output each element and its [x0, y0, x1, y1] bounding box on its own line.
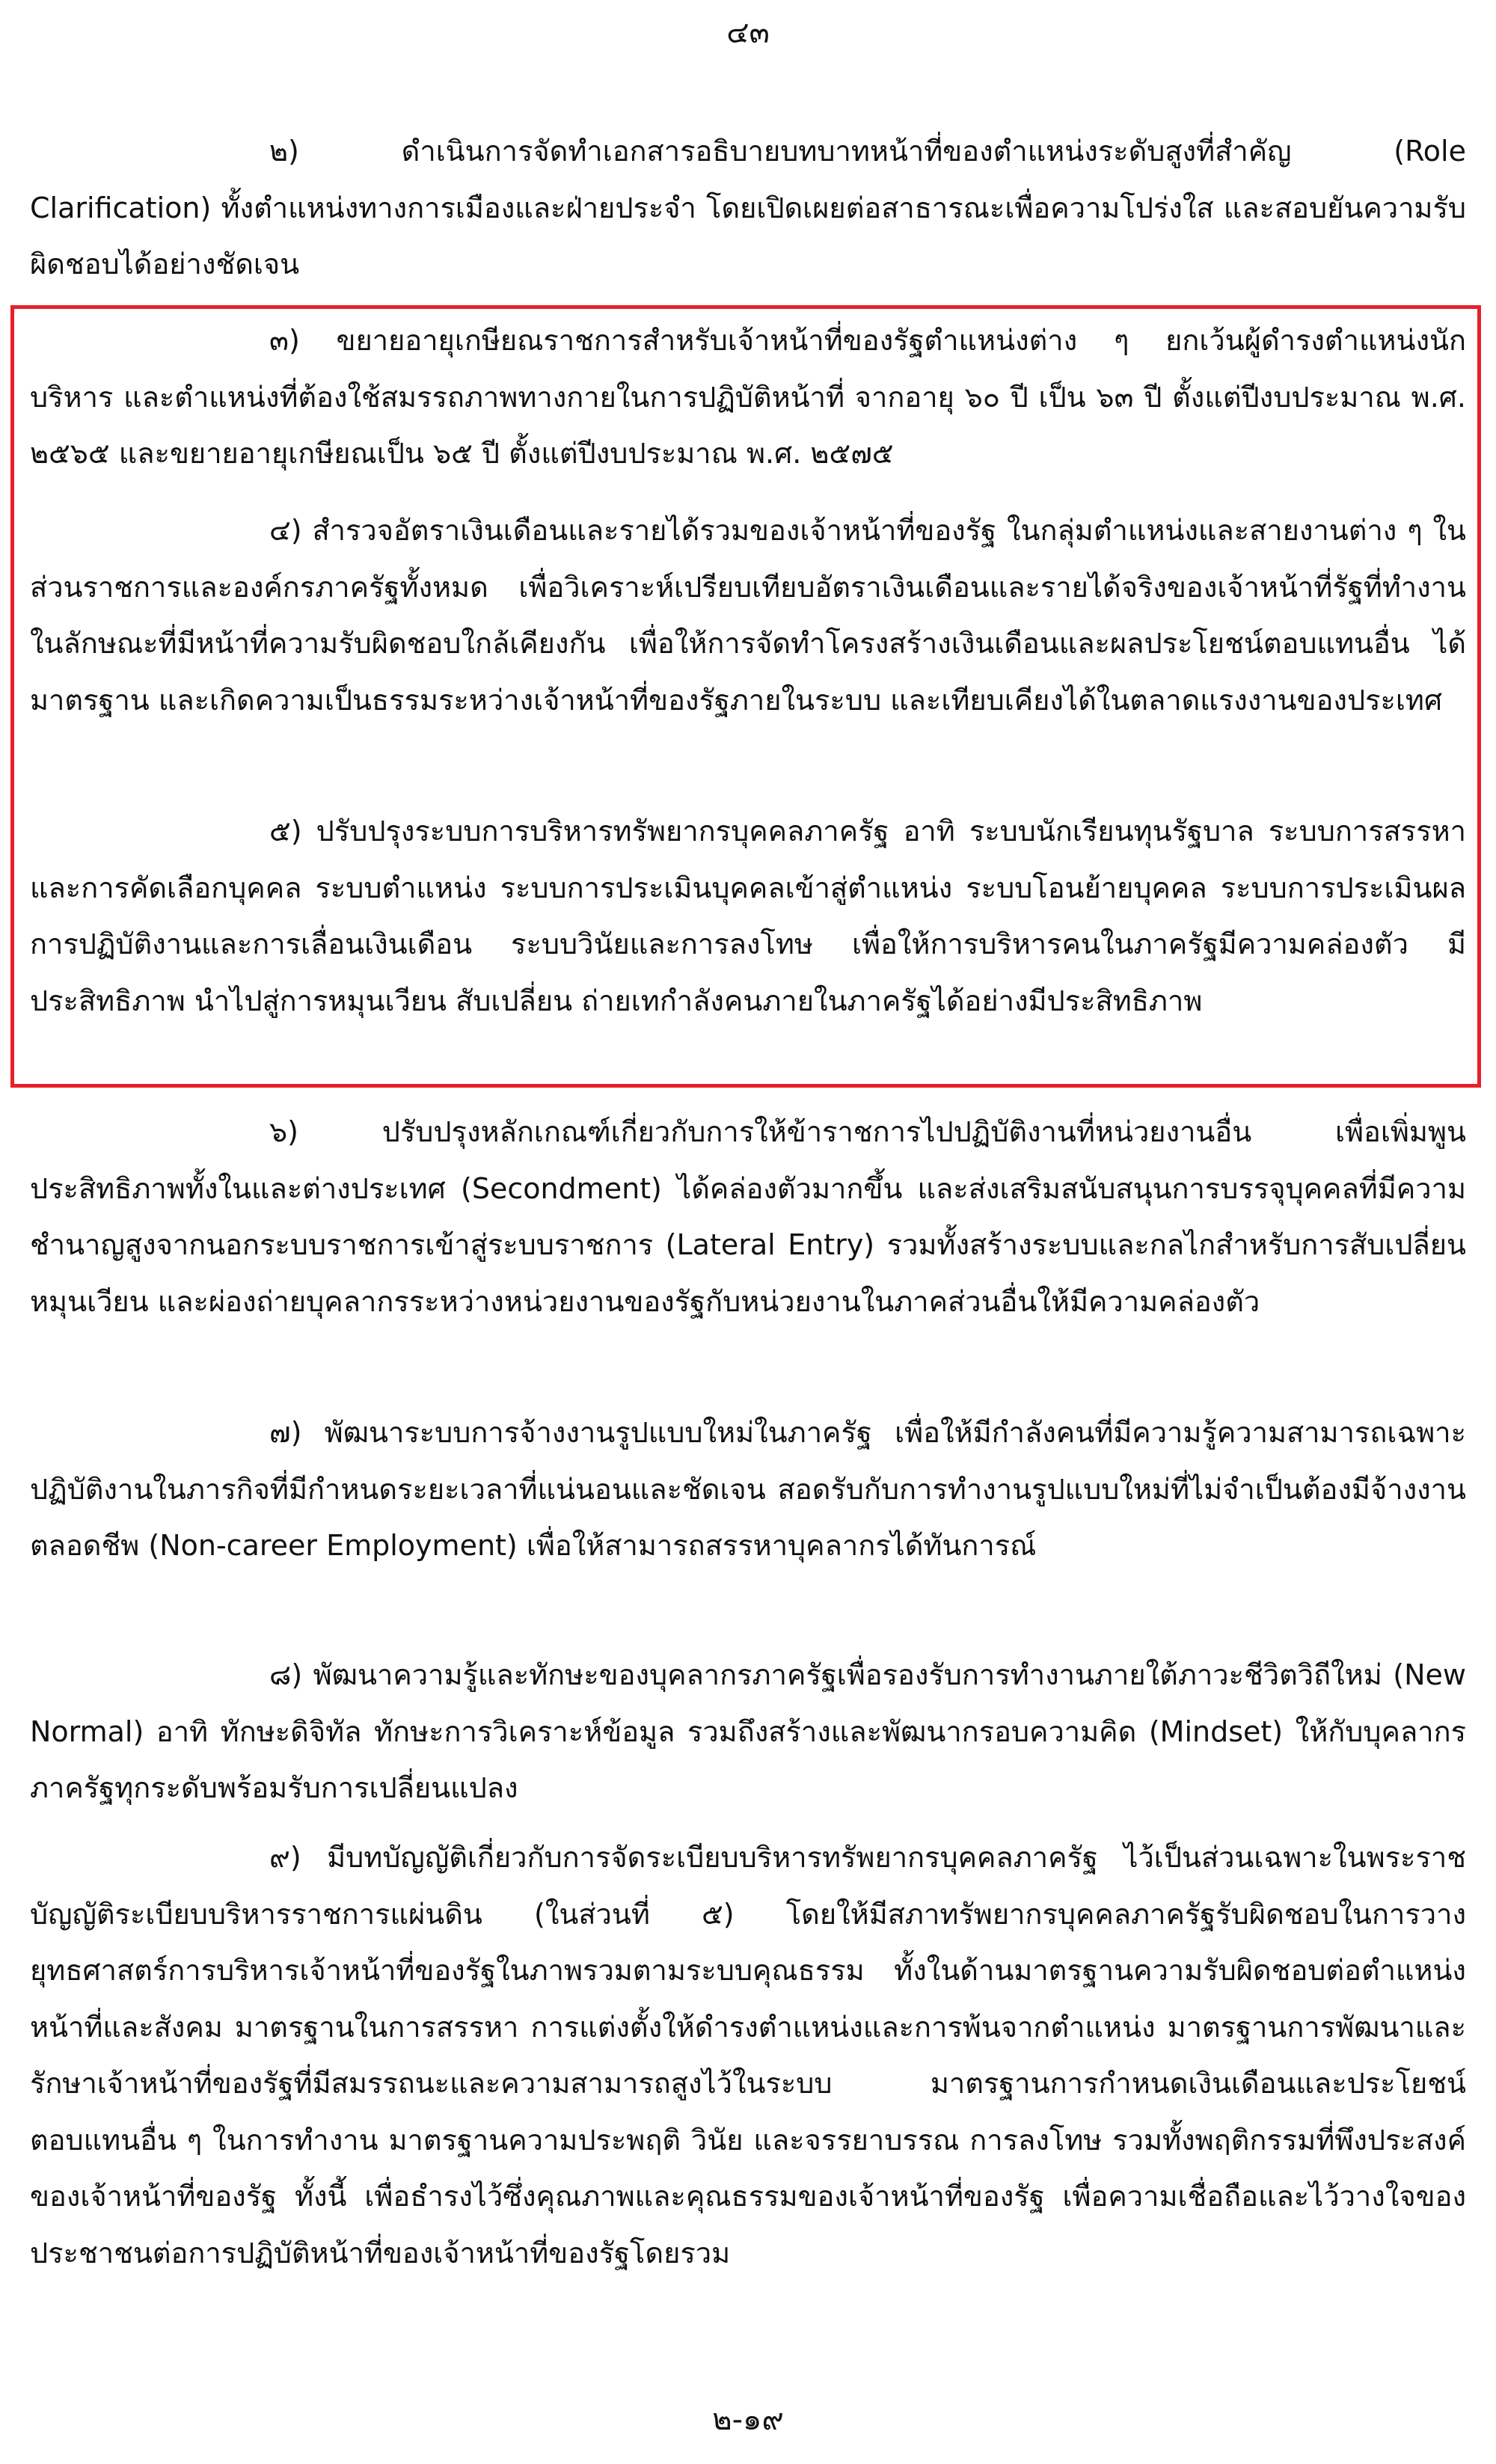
page-number-top: ๔๓ [726, 16, 770, 50]
paragraph-6: ๖) ปรับปรุงหลักเกณฑ์เกี่ยวกับการให้ข้าราชการไปปฏิบัติงานที่หน่วยงานอื่น เพื่อเพิ่มพูนประสิทธิภาพทั้งในและต่างประเทศ (Secondment) ได้คล่องตัวมากขึ้น และส่งเสริมสนับสนุนการบรรจุบุคคลที่มีความชำนาญสูงจากนอกระบบราชการเข้าสู่ระบบราชการ (Lateral Entry) รวมทั้งสร้างระบบและกลไกสำหรับการสับเปลี่ยนหมุนเวียน และผ่องถ่ายบุคลากรระหว่างหน่วยงานของรัฐกับหน่วยงานในภาคส่วนอื่นให้มีความคล่องตัว [30, 1115, 1466, 1318]
paragraph-9: ๙) มีบทบัญญัติเกี่ยวกับการจัดระเบียบบริหารทรัพยากรบุคคลภาครัฐ ไว้เป็นส่วนเฉพาะในพระราชบัญญัติระเบียบบริหารราชการแผ่นดิน (ในส่วนที่ ๕) โดยให้มีสภาทรัพยากรบุคคลภาครัฐรับผิดชอบในการวางยุทธศาสตร์การบริหารเจ้าหน้าที่ของรัฐในภาพรวมตามระบบคุณธรรม ทั้งในด้านมาตรฐานความรับผิดชอบต่อตำแหน่งหน้าที่และสังคม มาตรฐานในการสรรหา การแต่งตั้งให้ดำรงตำแหน่งและการพ้นจากตำแหน่ง มาตรฐานการพัฒนาและรักษาเจ้าหน้าที่ของรัฐที่มีสมรรถนะและความสามารถสูงไว้ในระบบ มาตรฐานการกำหนดเงินเดือนและประโยชน์ตอบแทนอื่น ๆ ในการทำงาน มาตรฐานความประพฤติ วินัย และจรรยาบรรณ การลงโทษ รวมทั้งพฤติกรรมที่พึงประสงค์ของเจ้าหน้าที่ของรัฐ ทั้งนี้ เพื่อธำรงไว้ซึ่งคุณภาพและคุณธรรมของเจ้าหน้าที่ของรัฐ เพื่อความเชื่อถือและไว้วางใจของประชาชนต่อการปฏิบัติหน้าที่ของเจ้าหน้าที่ของรัฐโดยรวม [30, 1841, 1466, 2270]
page-number-bottom: ๒-๑๙ [712, 2403, 784, 2437]
paragraph-4: ๔) สำรวจอัตราเงินเดือนและรายได้รวมของเจ้าหน้าที่ของรัฐ ในกลุ่มตำแหน่งและสายงานต่าง ๆ ในส่วนราชการและองค์กรภาครัฐทั้งหมด เพื่อวิเคราะห์เปรียบเทียบอัตราเงินเดือนและรายได้จริงของเจ้าหน้าที่รัฐที่ทำงานในลักษณะที่มีหน้าที่ความรับผิดชอบใกล้เคียงกัน เพื่อให้การจัดทำโครงสร้างเงินเดือนและผลประโยชน์ตอบแทนอื่น ได้มาตรฐาน และเกิดความเป็นธรรมระหว่างเจ้าหน้าที่ของรัฐภายในระบบ และเทียบเคียงได้ในตลาดแรงงานของประเทศ [30, 514, 1466, 717]
paragraph-8: ๘) พัฒนาความรู้และทักษะของบุคลากรภาครัฐเพื่อรองรับการทำงานภายใต้ภาวะชีวิตวิถีใหม่ (New Normal) อาทิ ทักษะดิจิทัล ทักษะการวิเคราะห์ข้อมูล รวมถึงสร้างและพัฒนากรอบความคิด (Mindset) ให้กับบุคลากรภาครัฐทุกระดับพร้อมรับการเปลี่ยนแปลง [30, 1658, 1466, 1804]
paragraph-7: ๗) พัฒนาระบบการจ้างงานรูปแบบใหม่ในภาครัฐ เพื่อให้มีกำลังคนที่มีความรู้ความสามารถเฉพาะ ปฏิบัติงานในภารกิจที่มีกำหนดระยะเวลาที่แน่นอนและชัดเจน สอดรับกับการทำงานรูปแบบใหม่ที่ไม่จำเป็นต้องมีจ้างงานตลอดชีพ (Non-career Employment) เพื่อให้สามารถสรรหาบุคลากรได้ทันการณ์ [30, 1416, 1466, 1562]
paragraph-5: ๕) ปรับปรุงระบบการบริหารทรัพยากรบุคคลภาครัฐ อาทิ ระบบนักเรียนทุนรัฐบาล ระบบการสรรหาและการคัดเลือกบุคคล ระบบตำแหน่ง ระบบการประเมินบุคคลเข้าสู่ตำแหน่ง ระบบโอนย้ายบุคคล ระบบการประเมินผลการปฏิบัติงานและการเลื่อนเงินเดือน ระบบวินัยและการลงโทษ เพื่อให้การบริหารคนในภาครัฐมีความคล่องตัว มีประสิทธิภาพ นำไปสู่การหมุนเวียน สับเปลี่ยน ถ่ายเทกำลังคนภายในภาครัฐได้อย่างมีประสิทธิภาพ [30, 815, 1466, 1017]
paragraph-3: ๓) ขยายอายุเกษียณราชการสำหรับเจ้าหน้าที่ของรัฐตำแหน่งต่าง ๆ ยกเว้นผู้ดำรงตำแหน่งนักบริหาร และตำแหน่งที่ต้องใช้สมรรถภาพทางกายในการปฏิบัติหน้าที่ จากอายุ ๖๐ ปี เป็น ๖๓ ปี ตั้งแต่ปีงบประมาณ พ.ศ. ๒๕๖๕ และขยายอายุเกษียณเป็น ๖๕ ปี ตั้งแต่ปีงบประมาณ พ.ศ. ๒๕๗๕ [30, 324, 1466, 470]
paragraph-2: ๒) ดำเนินการจัดทำเอกสารอธิบายบทบาทหน้าที่ของตำแหน่งระดับสูงที่สำคัญ (Role Clarification) ทั้งตำแหน่งทางการเมืองและฝ่ายประจำ โดยเปิดเผยต่อสาธารณะเพื่อความโปร่งใส และสอบยันความรับผิดชอบได้อย่างชัดเจน [30, 135, 1466, 281]
